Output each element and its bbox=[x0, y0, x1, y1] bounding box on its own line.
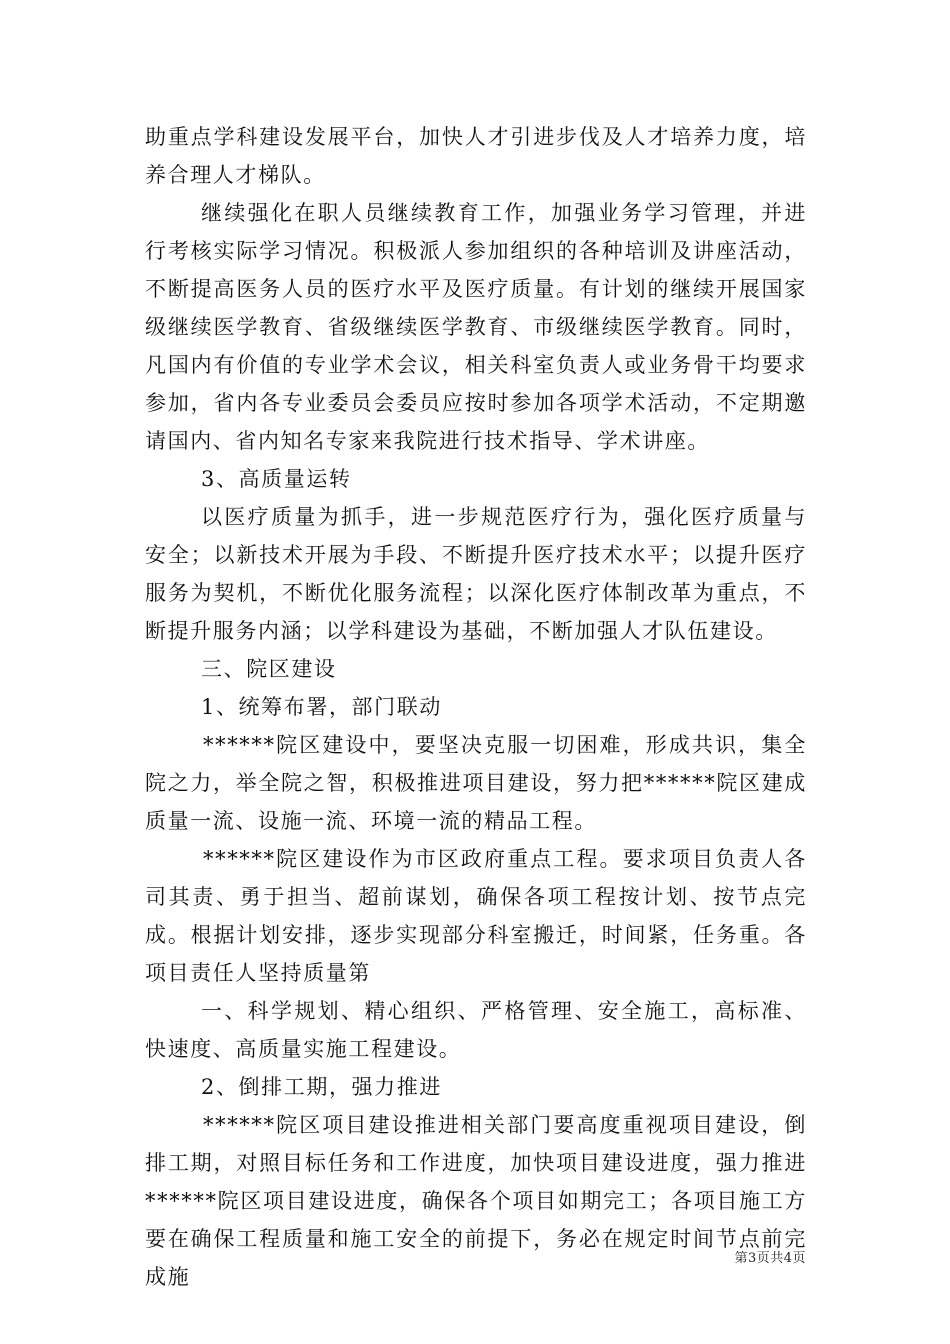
paragraph-4: ******院区建设中，要坚决克服一切困难，形成共识，集全院之力，举全院之智，积极推进项目建设，努力把******院区建成质量一流、设施一流、环境一流的精品工程。 bbox=[145, 733, 807, 833]
page-number: 第3页共4页 bbox=[734, 1251, 806, 1266]
heading-coordination: 1、统筹布署，部门联动 bbox=[201, 695, 442, 719]
paragraph-1: 助重点学科建设发展平台，加快人才引进步伐及人才培养力度，培养合理人才梯队。 bbox=[145, 125, 807, 187]
heading-schedule: 2、倒排工期，强力推进 bbox=[201, 1075, 442, 1099]
heading-campus-construction: 三、院区建设 bbox=[201, 657, 337, 681]
paragraph-2: 继续强化在职人员继续教育工作，加强业务学习管理，并进行考核实际学习情况。积极派人参加组织的各种培训及讲座活动，不断提高医务人员的医疗水平及医疗质量。有计划的继续开展国家级继续医学教育、省级继续医学教育、市级继续医学教育。同时，凡国内有价值的专业学术会议，相关科室负责人或业务骨干均要求参加，省内各专业委员会委员应按时参加各项学术活动，不定期邀请国内、省内知名专家来我院进行技术指导、学术讲座。 bbox=[145, 201, 807, 453]
paragraph-7: ******院区项目建设推进相关部门要高度重视项目建设，倒排工期，对照目标任务和工作进度，加快项目建设进度，强力推进******院区项目建设进度，确保各个项目如期完工；各项目施工方要在确保工程质量和施工安全的前提下，务必在规定时间节点前完成施 bbox=[145, 1113, 807, 1289]
paragraph-3: 以医疗质量为抓手，进一步规范医疗行为，强化医疗质量与安全；以新技术开展为手段、不断提升医疗技术水平；以提升医疗服务为契机，不断优化服务流程；以深化医疗体制改革为重点，不断提升服务内涵；以学科建设为基础，不断加强人才队伍建设。 bbox=[145, 505, 807, 643]
document-body bbox=[145, 118, 807, 1296]
heading-high-quality: 3、高质量运转 bbox=[201, 467, 352, 491]
paragraph-5: ******院区建设作为市区政府重点工程。要求项目负责人各司其责、勇于担当、超前谋划，确保各项工程按计划、按节点完成。根据计划安排，逐步实现部分科室搬迁，时间紧，任务重。各项目责任人坚持质量第 bbox=[145, 847, 807, 985]
paragraph-6: 一、科学规划、精心组织、严格管理、安全施工，高标准、快速度、高质量实施工程建设。 bbox=[145, 999, 807, 1061]
